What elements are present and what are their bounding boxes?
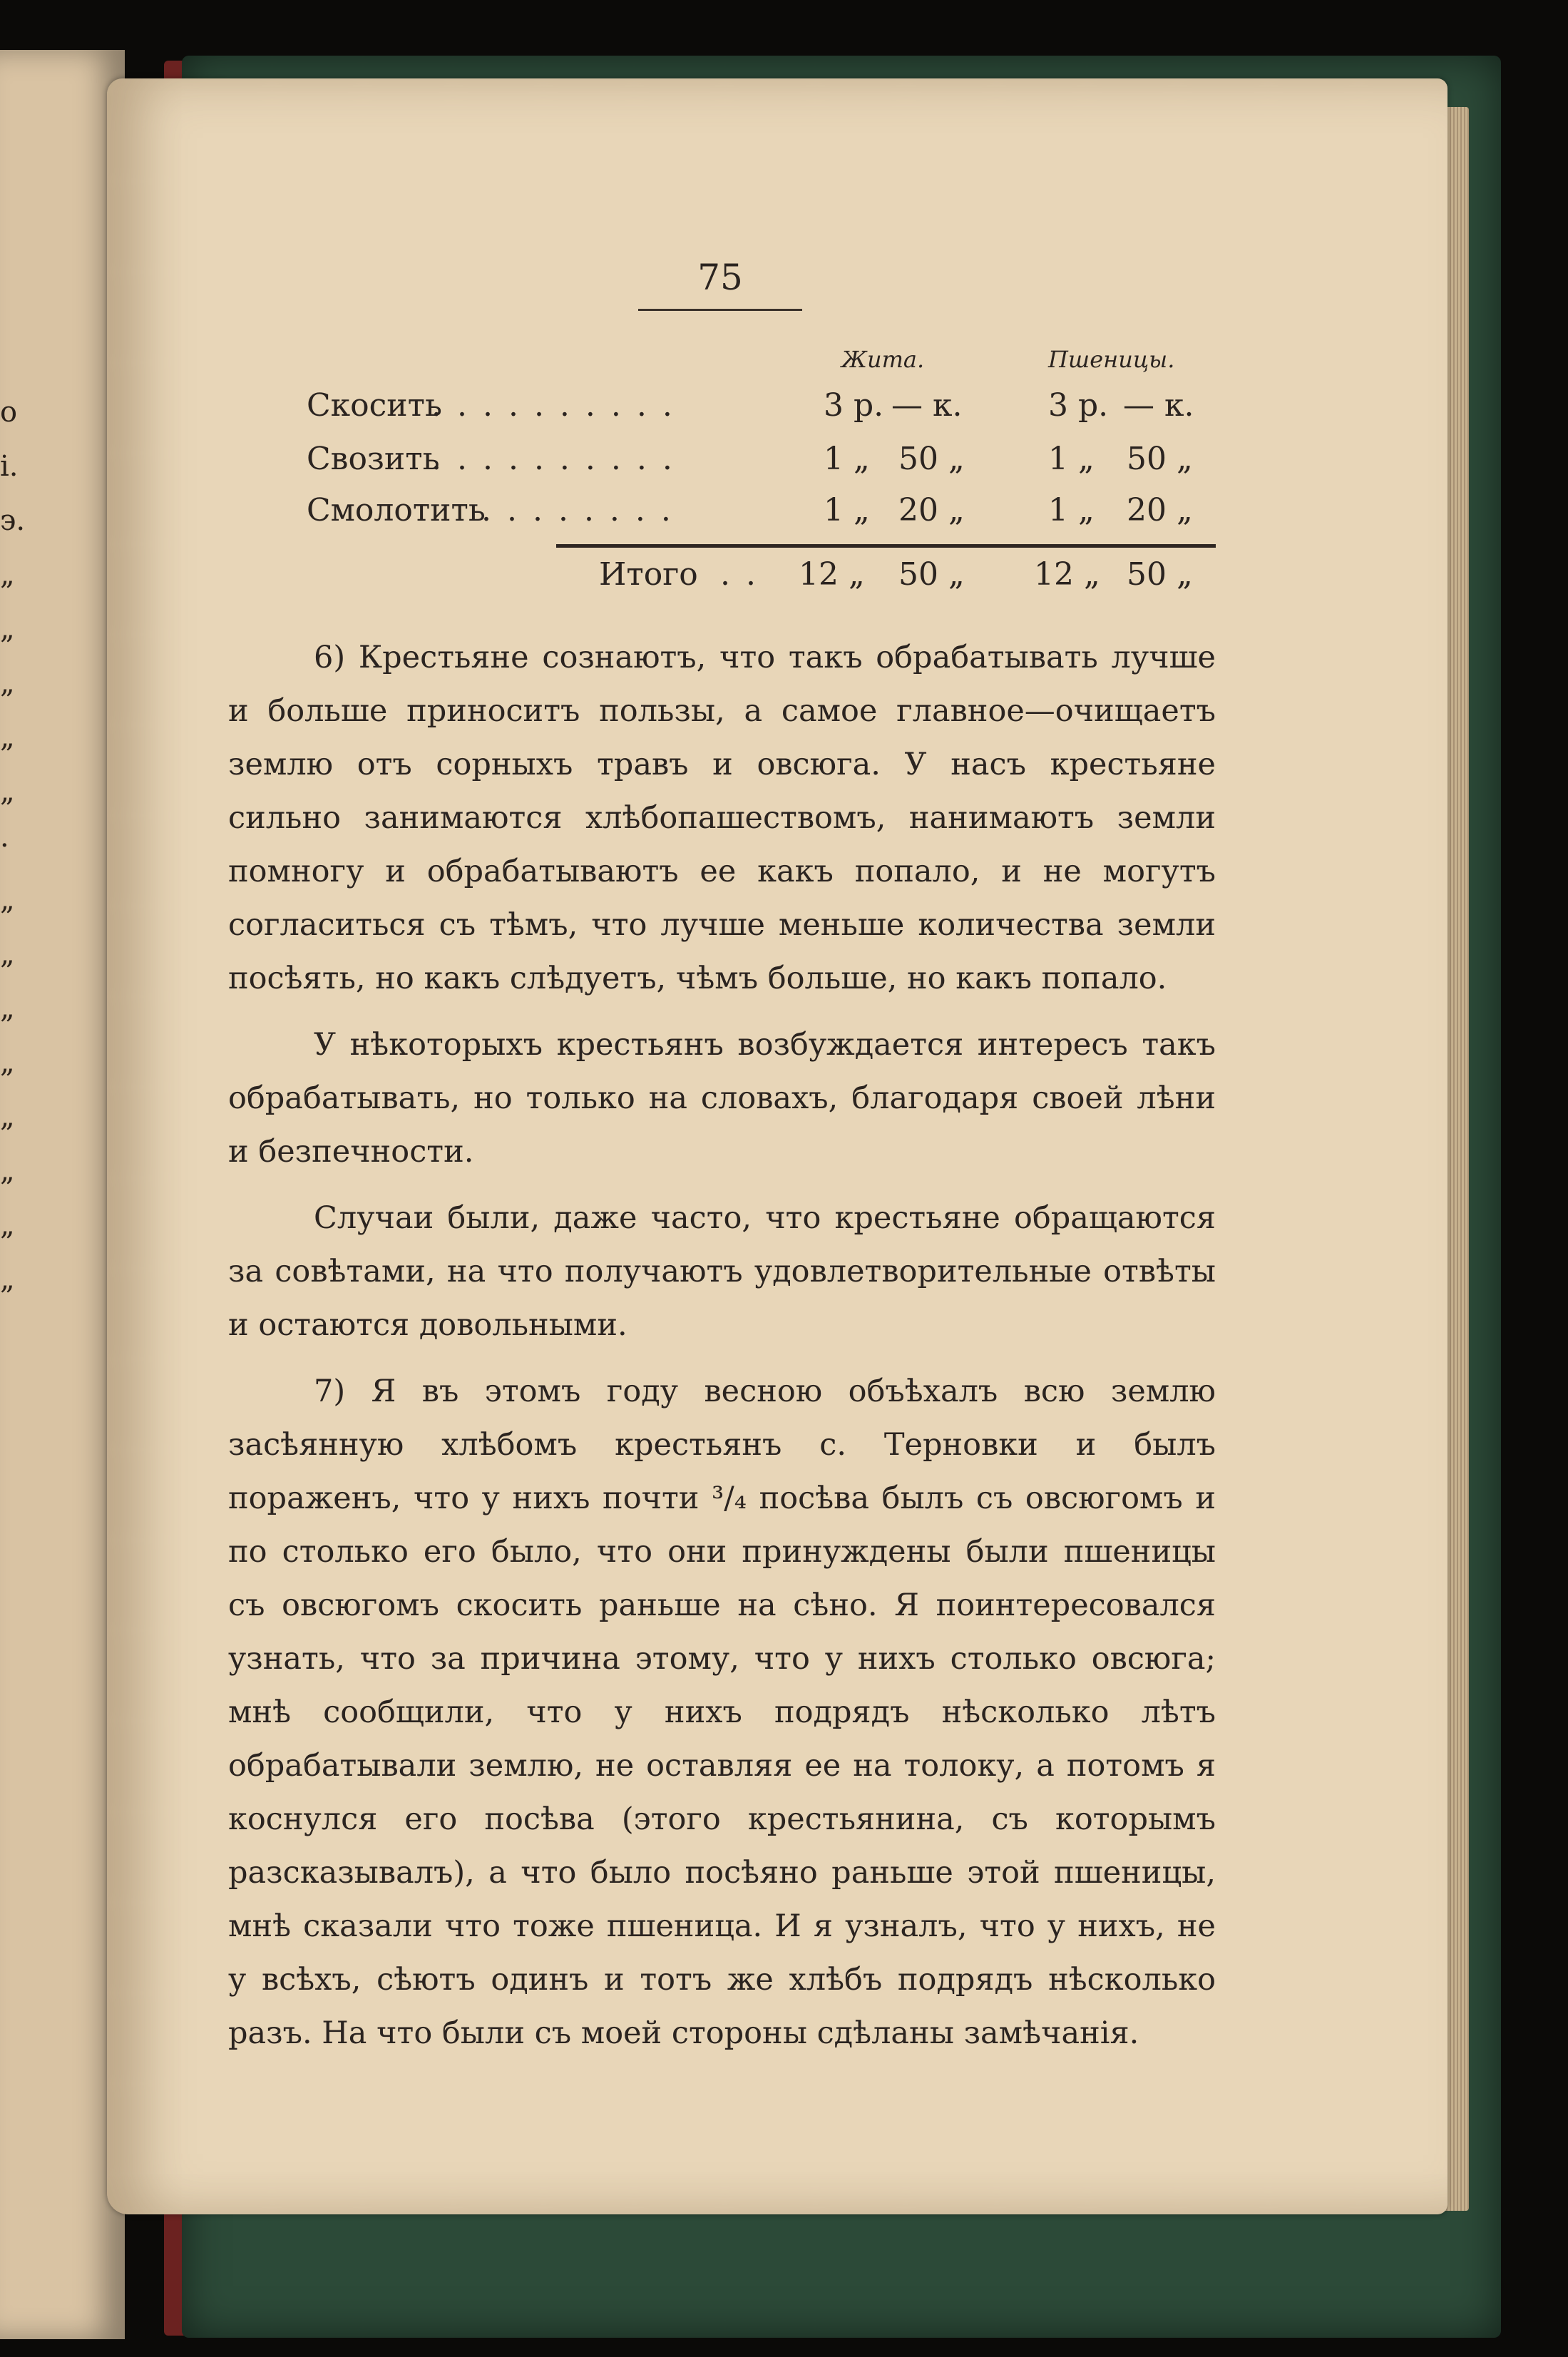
leader-dots: .......... xyxy=(431,441,688,477)
rye-kopecks: 50 „ xyxy=(898,441,965,477)
left-page-mark: „ xyxy=(0,938,15,971)
left-page-fragments xyxy=(0,385,26,1307)
table-row xyxy=(307,387,1219,437)
page-number-rule xyxy=(638,309,802,311)
left-page-mark: „ xyxy=(0,884,15,916)
page-number: 75 xyxy=(697,257,743,298)
total-rule xyxy=(556,544,1216,548)
left-page-mark: „ xyxy=(0,1209,15,1242)
row-label: Свозить xyxy=(307,441,440,477)
column-header-rye: Жита. xyxy=(841,346,925,373)
wheat-kopecks: 50 „ xyxy=(1127,556,1193,593)
leader-dots: ........ xyxy=(481,492,687,528)
left-page-mark: „ xyxy=(0,667,15,700)
wheat-rubles: 1 „ xyxy=(1048,492,1095,528)
wheat-rubles: 3 р. xyxy=(1048,387,1109,424)
left-page-mark: „ xyxy=(0,992,15,1025)
rye-kopecks: 20 „ xyxy=(898,492,965,528)
paragraph-7: 7) Я въ этомъ году весною объѣхалъ всю землю засѣянную хлѣбомъ крестьянъ с. Терновки и былъ пораженъ, что у нихъ почти ³/₄ посѣва былъ съ овсюгомъ и по столько его было, что они принуждены были пшеницы съ овсюгомъ скосить раньше на сѣно. Я поинтересовался узнать, что за причина этому, что у нихъ столько овсюга; мнѣ сообщили, что у нихъ подрядъ нѣсколько лѣтъ обрабатывали землю, не оставляя ее на толоку, а потомъ я коснулся его посѣва (этого крестьянина, съ которымъ разсказывалъ), а что было посѣяно раньше этой пшеницы, мнѣ сказали что тоже пшеница. И я узналъ, что у нихъ, не у всѣхъ, сѣютъ одинъ и тотъ же хлѣбъ подрядъ нѣсколько разъ. На что были съ моей стороны сдѣланы замѣчанія. xyxy=(228,1374,1216,2051)
paragraph-interest: У нѣкоторыхъ крестьянъ возбуждается интересъ такъ обрабатывать, но только на словахъ, благодаря своей лѣни и безпечности. xyxy=(228,1027,1216,1170)
left-page-mark: о xyxy=(0,396,18,429)
left-page-mark: „ xyxy=(0,1100,15,1133)
left-page-mark: э. xyxy=(0,504,26,537)
leader-dots: .. xyxy=(720,556,772,593)
left-page-mark: „ xyxy=(0,613,15,645)
left-page-mark: „ xyxy=(0,775,15,808)
total-label: Итого xyxy=(599,556,698,593)
wheat-rubles: 1 „ xyxy=(1048,441,1095,477)
left-page-mark: і. xyxy=(0,450,19,483)
row-label: Смолотить xyxy=(307,492,486,528)
row-label: Скосить xyxy=(307,387,442,424)
body-text xyxy=(228,631,1216,2073)
rye-rubles: 1 „ xyxy=(824,492,870,528)
table-total-row xyxy=(307,556,1219,606)
rye-kopecks: 50 „ xyxy=(898,556,965,593)
column-header-wheat: Пшеницы. xyxy=(1048,346,1175,373)
wheat-kopecks: 20 „ xyxy=(1127,492,1193,528)
facing-left-page xyxy=(0,50,125,2339)
table-row xyxy=(307,441,1219,491)
left-page-mark: „ xyxy=(0,721,15,754)
rye-rubles: 1 „ xyxy=(824,441,870,477)
table-row xyxy=(307,492,1219,542)
left-page-mark: „ xyxy=(0,558,15,591)
leader-dots: .......... xyxy=(431,387,688,424)
wheat-rubles: 12 „ xyxy=(1034,556,1100,593)
rye-rubles: 3 р. xyxy=(824,387,884,424)
left-page-mark: „ xyxy=(0,1155,15,1187)
left-page-mark: „ xyxy=(0,1046,15,1079)
paragraph-6: 6) Крестьяне сознаютъ, что такъ обрабатывать лучше и больше приноситъ пользы, а самое главное—очищаетъ землю отъ сорныхъ травъ и овсюга. У насъ крестьяне сильно занимаются хлѣбопашествомъ, нанимаютъ земли помногу и обрабатываютъ ее какъ попало, и не могутъ согласиться съ тѣмъ, что лучше меньше количества земли посѣять, но какъ слѣдуетъ, чѣмъ больше, но какъ попало. xyxy=(228,640,1216,996)
wheat-kopecks: 50 „ xyxy=(1127,441,1193,477)
rye-kopecks: — к. xyxy=(891,387,963,424)
rye-rubles: 12 „ xyxy=(799,556,865,593)
paragraph-advice: Случаи были, даже часто, что крестьяне обращаются за совѣтами, на что получаютъ удовлетворительные отвѣты и остаются довольными. xyxy=(228,1200,1216,1343)
left-page-mark: · xyxy=(0,829,9,862)
left-page-mark: „ xyxy=(0,1263,15,1296)
wheat-kopecks: — к. xyxy=(1123,387,1194,424)
